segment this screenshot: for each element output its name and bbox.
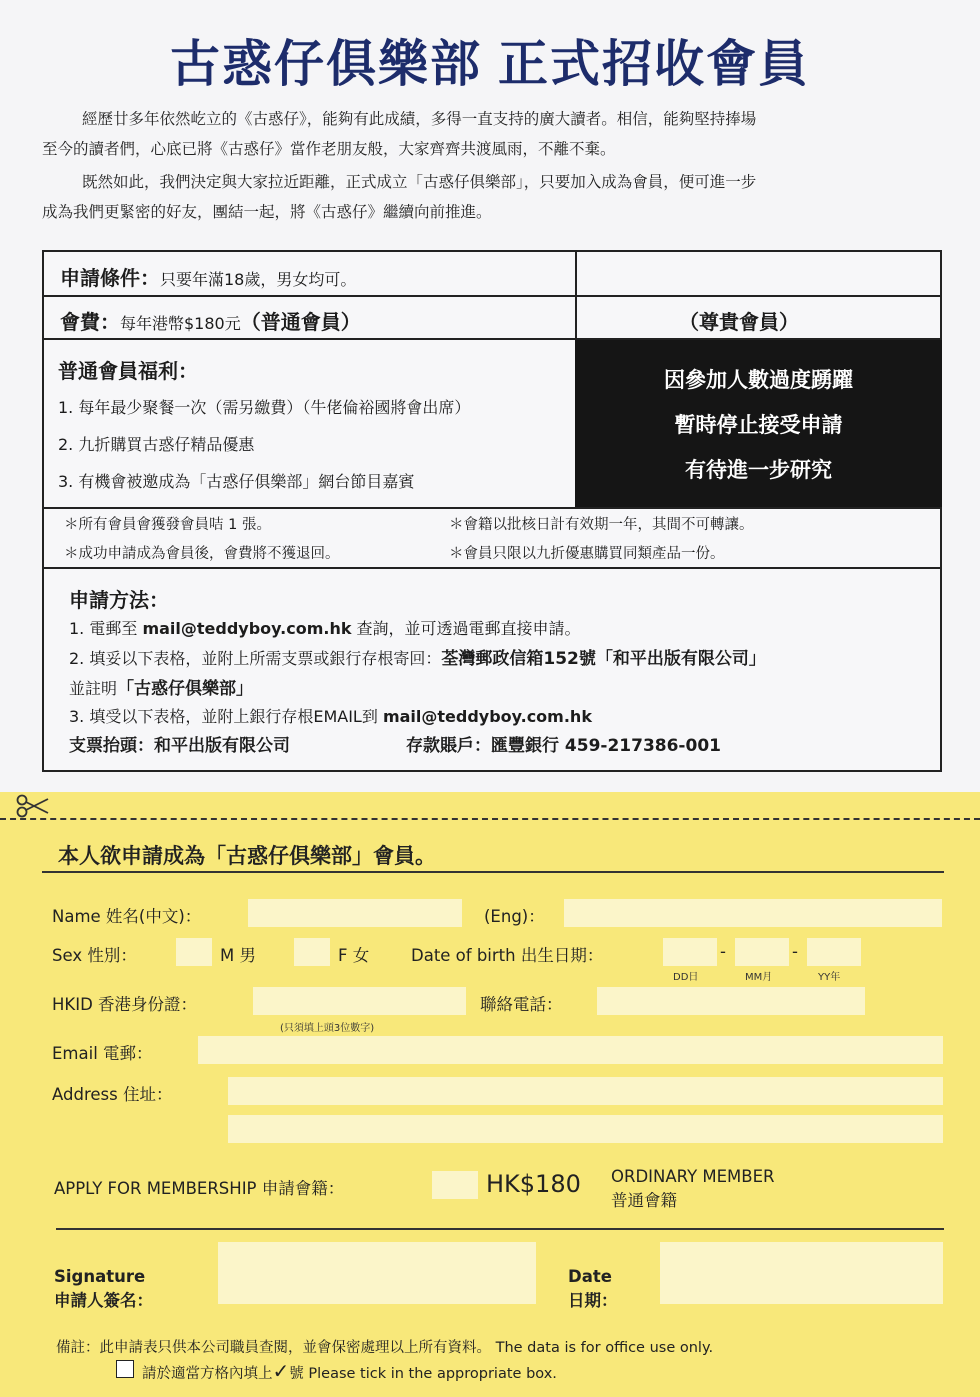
date-input[interactable] — [660, 1242, 943, 1304]
cut-line — [0, 818, 980, 820]
signature-input[interactable] — [218, 1242, 536, 1304]
note-item: ＊會員只限以九折優惠購買同類產品一份。 — [449, 546, 725, 562]
method-title: 申請方法： — [69, 588, 169, 612]
conditions-text: 只要年滿18歲，男女均可。 — [160, 270, 357, 289]
cheque-payee: 支票抬頭：和平出版有限公司 — [69, 736, 290, 756]
premium-closed-notice — [575, 340, 942, 507]
title-recruit: 正式招收會員 — [498, 35, 810, 93]
checkmark-icon: ✓ — [272, 1359, 290, 1383]
name-label: Name 姓名(中文)： — [52, 907, 202, 926]
phone-input[interactable] — [597, 987, 865, 1015]
benefit-item: 1. 每年最少聚餐一次（需另繳費）（牛佬倫裕國將會出席） — [58, 398, 471, 417]
dob-year-input[interactable] — [807, 938, 861, 966]
email-address: mail@teddyboy.com.hk — [142, 619, 352, 638]
signature-label-zh: 申請人簽名： — [54, 1291, 153, 1310]
female-label: F 女 — [338, 946, 370, 965]
address-input-line1[interactable] — [228, 1077, 943, 1105]
benefit-item: 2. 九折購買古惑仔精品優惠 — [58, 435, 255, 454]
tick-instruction: 號 Please tick in the appropriate box. — [289, 1366, 557, 1382]
method-text: 2. 填妥以下表格，並附上所需支票或銀行存根寄回： — [69, 649, 442, 668]
divider — [56, 1228, 944, 1230]
method-text: 查詢，並可透過電郵直接申請。 — [351, 619, 581, 638]
intro-line: 既然如此，我們決定與大家拉近距離，正式成立「古惑仔俱樂部」，只要加入成為會員，便可進一步 — [82, 173, 757, 191]
intro-line: 成為我們更緊密的好友，團結一起，將《古惑仔》繼續向前推進。 — [42, 203, 492, 221]
fee-type: （普通會員） — [240, 310, 361, 334]
scissors-icon — [16, 794, 50, 818]
bank-account: 存款賬戶：匯豐銀行 459-217386-001 — [406, 736, 721, 756]
hkid-input[interactable] — [253, 987, 466, 1015]
notice-line: 有待進一步研究 — [685, 458, 832, 482]
remark-text: 備註：此申請表只供本公司職員查閱，並會保密處理以上所有資料。 The data is for office use only. — [56, 1340, 714, 1356]
page-title — [0, 24, 980, 96]
tick-instruction: 請於適當方格內填上 — [142, 1366, 273, 1382]
email-label: Email 電郵： — [52, 1044, 153, 1063]
dob-day-hint: DD日 — [673, 972, 699, 983]
intro-line: 至今的讀者們，心底已將《古惑仔》當作老朋友般，大家齊齊共渡風雨，不離不棄。 — [42, 140, 616, 158]
ordinary-member-zh: 普通會籍 — [611, 1191, 677, 1210]
membership-price: HK$180 — [486, 1170, 581, 1198]
method-text: 3. 填受以下表格，並附上銀行存根EMAIL到 — [69, 707, 383, 726]
intro-line: 經歷廿多年依然屹立的《古惑仔》，能夠有此成績，多得一直支持的廣大讀者。相信，能夠堅持捧場 — [82, 110, 757, 128]
date-label-zh: 日期： — [568, 1291, 618, 1310]
chinese-name-input[interactable] — [248, 899, 462, 927]
membership-info-box — [42, 250, 942, 772]
dob-day-input[interactable] — [663, 938, 717, 966]
fee-label: 會費： — [60, 310, 120, 334]
column-divider — [575, 252, 577, 340]
email-input[interactable] — [198, 1036, 943, 1064]
address-label: Address 住址： — [52, 1085, 173, 1104]
note-item: ＊所有會員會獲發會員咭 1 張。 — [64, 517, 271, 533]
dob-label: Date of birth 出生日期： — [411, 946, 604, 965]
title-club: 古惑仔俱樂部 — [170, 35, 482, 93]
note-item: ＊會籍以批核日計有效期一年，其間不可轉讓。 — [449, 517, 754, 533]
postal-address: 荃灣郵政信箱152號「和平出版有限公司」 — [441, 649, 766, 669]
english-name-input[interactable] — [564, 899, 942, 927]
dob-year-hint: YY年 — [818, 972, 841, 983]
ordinary-member-checkbox[interactable] — [432, 1171, 478, 1199]
dob-month-input[interactable] — [735, 938, 789, 966]
email-address: mail@teddyboy.com.hk — [382, 707, 592, 726]
phone-label: 聯絡電話： — [480, 995, 563, 1014]
hkid-label: HKID 香港身份證： — [52, 995, 198, 1014]
notice-line: 暫時停止接受申請 — [674, 413, 843, 437]
form-heading: 本人欲申請成為「古惑仔俱樂部」會員。 — [58, 844, 436, 868]
eng-name-label: (Eng)： — [484, 907, 545, 926]
sex-label: Sex 性別： — [52, 946, 137, 965]
hkid-hint: (只須填上頭3位數字) — [280, 1023, 375, 1034]
conditions-label: 申請條件： — [60, 266, 160, 290]
notice-line: 因參加人數過度踴躍 — [664, 368, 853, 392]
premium-label: （尊貴會員） — [679, 310, 799, 334]
method-text: 1. 電郵至 — [69, 619, 143, 638]
dob-month-hint: MM月 — [745, 972, 773, 983]
address-input-line2[interactable] — [228, 1115, 943, 1143]
note-item: ＊成功申請成為會員後，會費將不獲退回。 — [64, 546, 340, 562]
method-text: 並註明 — [69, 679, 118, 698]
checkbox-icon — [116, 1360, 134, 1378]
signature-label-en: Signature — [54, 1267, 146, 1286]
male-checkbox[interactable] — [176, 938, 212, 966]
date-label-en: Date — [568, 1267, 612, 1286]
apply-label: APPLY FOR MEMBERSHIP 申請會籍： — [54, 1179, 345, 1198]
ordinary-member-en: ORDINARY MEMBER — [611, 1167, 775, 1186]
dob-separator: - — [720, 942, 726, 961]
female-checkbox[interactable] — [294, 938, 330, 966]
benefit-item: 3. 有機會被邀成為「古惑仔俱樂部」網台節目嘉賓 — [58, 472, 415, 491]
fee-text: 每年港幣$180元 — [120, 314, 241, 333]
club-name: 「古惑仔俱樂部」 — [117, 679, 254, 699]
benefits-title: 普通會員福利： — [58, 359, 198, 383]
dob-separator: - — [792, 942, 798, 961]
male-label: M 男 — [220, 946, 256, 965]
divider — [42, 871, 944, 873]
